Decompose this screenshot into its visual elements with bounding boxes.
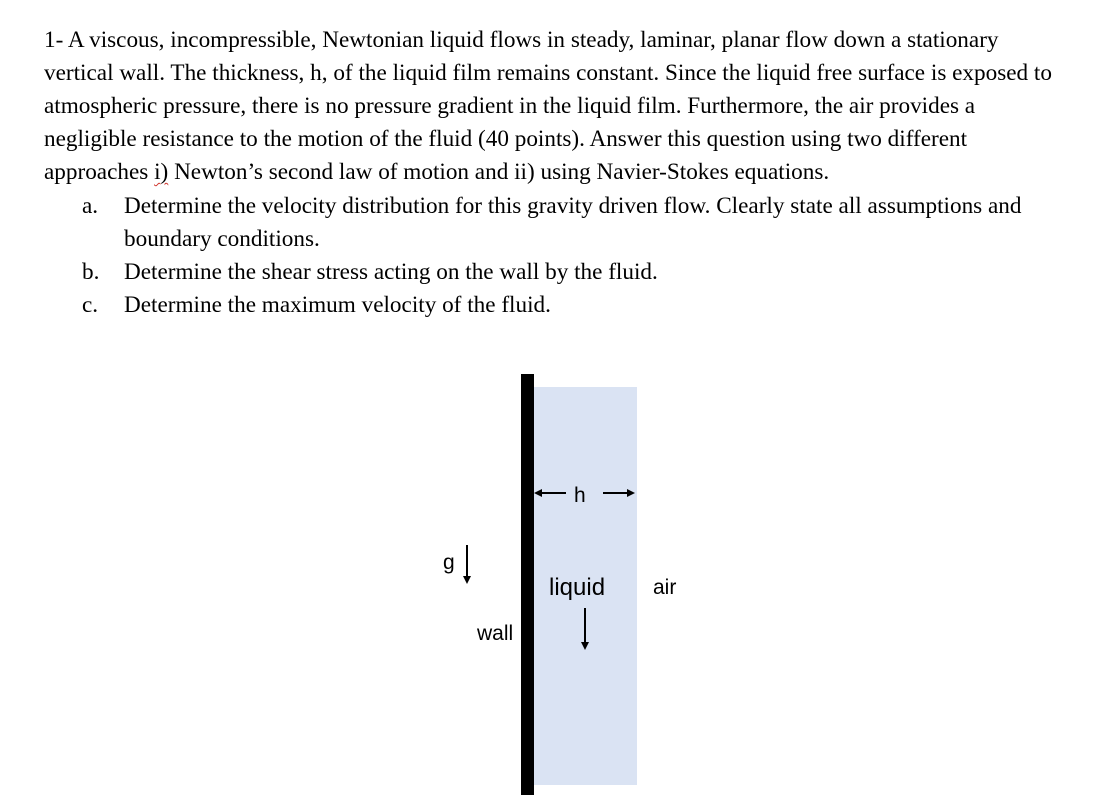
intro-text: 1- A viscous, incompressible, Newtonian liquid flows in steady, laminar, planar flow down a stationary vertical wall. The thickness, h, of the liquid film remains constant. Since the liquid free surface is exposed to atmospheric pressure, there is no pressure gradient in the liquid film. Furthermore, the air provides a negligible resistance to the motion of the fluid (40 points). Answer this question using two different approaches — [44, 27, 1052, 185]
wall-label: wall — [477, 622, 514, 645]
part-c-text: Determine the maximum velocity of the fluid. — [124, 292, 551, 318]
liquid-label: liquid — [549, 574, 606, 601]
part-c-marker: c. — [82, 292, 99, 318]
wall-bar — [521, 374, 534, 795]
part-b-text: Determine the shear stress acting on the wall by the fluid. — [124, 259, 658, 285]
part-b-marker: b. — [82, 259, 100, 285]
approach-text: Newton’s second law of motion and ii) using Navier-Stokes equations. — [174, 159, 830, 185]
part-a-text: Determine the velocity distribution for this gravity driven flow. Clearly state all assumptions and boundary conditions. — [124, 193, 1022, 252]
part-a-marker: a. — [82, 193, 99, 219]
thickness-label: h — [574, 484, 586, 507]
air-label: air — [653, 576, 677, 599]
approach-i-marker: i) — [154, 159, 169, 185]
gravity-label: g — [443, 551, 455, 574]
